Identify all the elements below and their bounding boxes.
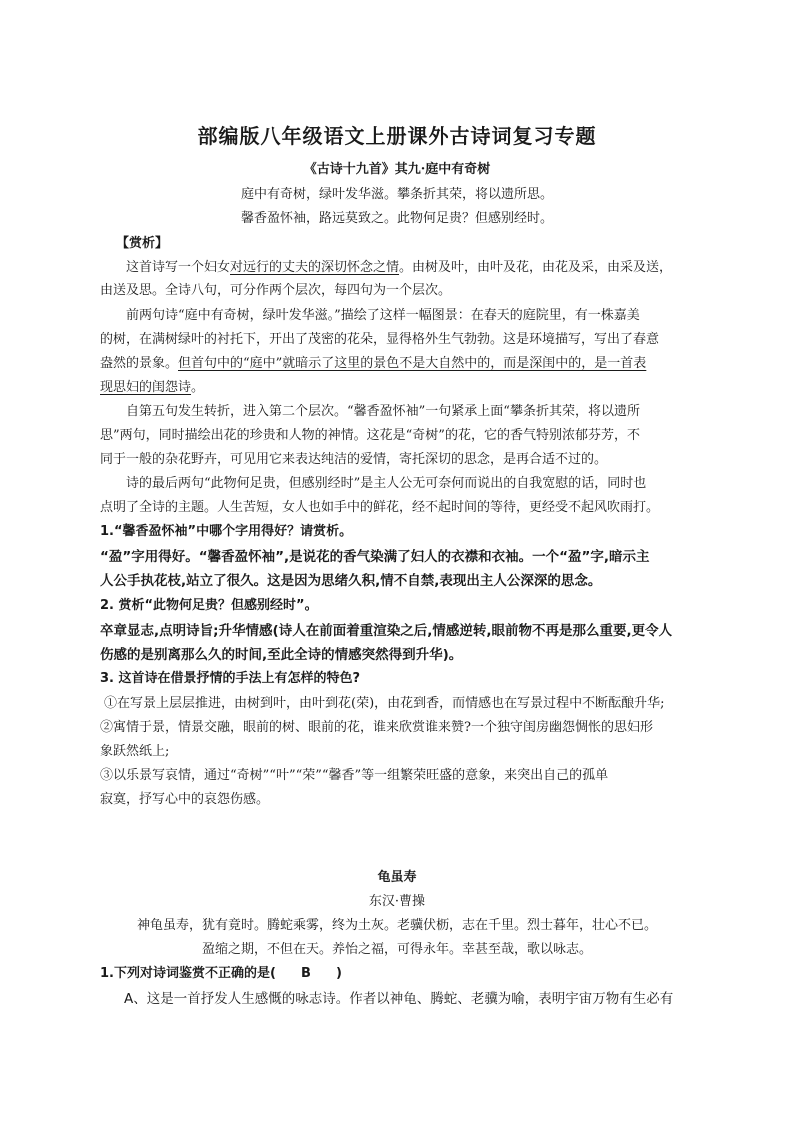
appreciation-p1-line1 — [126, 256, 672, 275]
answer-2-line1: 卒章显志,点明诗旨;升华情感(诗人在前面着重渲染之后,情感逆转,眼前物不再是那么重要,更令人 — [100, 623, 673, 639]
question-4-text: 1.下列对诗词鉴赏不正确的是( — [100, 966, 276, 981]
answer-3-item3-line1: ③以乐景写哀情，通过“奇树”“叶”“荣”“馨香”等一组繁荣旺盛的意象，来突出自己的孤单 — [100, 768, 609, 783]
question-4 — [100, 962, 342, 981]
poem2-line-2: 盈缩之期，不但在天。养怡之福，可得永年。幸甚至哉，歌以咏志。 — [201, 942, 592, 957]
poem2-heading: 龟虽寿 — [377, 870, 417, 885]
appreciation-underlined-text: 对远行的丈夫的深切怀念之情 — [230, 260, 400, 275]
appreciation-text: 这首诗写一个妇女 — [126, 260, 231, 275]
answer-2-line2: 伤感的是别离那么久的时间,至此全诗的情感突然得到升华)。 — [100, 647, 463, 663]
question-1: 1.“馨香盈怀袖”中哪个字用得好？请赏析。 — [100, 524, 353, 539]
page-title: 部编版八年级语文上册课外古诗词复习专题 — [197, 124, 597, 148]
question-2: 2. 赏析“此物何足贵？但感别经时”。 — [100, 598, 318, 613]
appreciation-p4-line1: 诗的最后两句“此物何足贵，但感别经时”是主人公无可奈何而说出的自我宽慰的话，同时也 — [126, 476, 647, 491]
question-4-answer: B — [300, 966, 311, 981]
answer-3-item3-line2: 寂寞，抒写心中的哀怨伤感。 — [100, 792, 270, 807]
appreciation-p4-line2: 点明了全诗的主题。人生苦短，女人也如手中的鲜花，经不起时间的等待，更经受不起风吹雨打。 — [100, 500, 660, 515]
appreciation-p1-line2: 由送及思。全诗八句，可分作两个层次，每四句为一个层次。 — [100, 283, 452, 298]
appreciation-text: 。 — [191, 380, 205, 395]
appreciation-label: 【赏析】 — [116, 236, 169, 251]
poem1-line-2: 馨香盈怀袖，路远莫致之。此物何足贵？但感别经时。 — [240, 211, 553, 226]
appreciation-text: 。由树及叶，由叶及花，由花及采，由采及送， — [399, 260, 673, 275]
appreciation-p2-line2: 的树，在满树绿叶的衬托下，开出了茂密的花朵，显得格外生气勃勃。这是环境描写，写出了春意 — [100, 332, 660, 347]
answer-3-item2-line1: ②寓情于景，情景交融，眼前的树、眼前的花，谁来欣赏谁来赞?一个独守闺房幽怨惆怅的思妇形 — [100, 720, 653, 735]
question-3: 3. 这首诗在借景抒情的手法上有怎样的特色? — [100, 671, 361, 686]
appreciation-p3-line3: 同于一般的杂花野卉，可见用它来表达纯洁的爱情，寄托深切的思念，是再合适不过的。 — [100, 452, 608, 467]
answer-1-line2: 人公手执花枝,站立了很久。这是因为思绪久积,情不自禁,表现出主人公深深的思念。 — [100, 573, 602, 589]
appreciation-underlined-text: 现思妇的闺怨诗 — [100, 380, 192, 395]
poem1-line-1: 庭中有奇树，绿叶发华滋。攀条折其荣，将以遗所思。 — [240, 187, 553, 202]
appreciation-p2-line4 — [100, 376, 204, 395]
appreciation-text: 盎然的景象。 — [100, 356, 179, 371]
poem2-line-1: 神龟虽寿，犹有竟时。腾蛇乘雾，终为土灰。老骥伏枥，志在千里。烈士暮年，壮心不已。 — [136, 918, 657, 933]
poem2-author: 东汉·曹操 — [368, 894, 426, 909]
appreciation-p3-line2: 思”两句，同时描绘出花的珍贵和人物的神情。这花是“奇树”的花，它的香气特别浓郁芬芳，不 — [100, 428, 640, 443]
question-4-option-a: A、这是一首抒发人生感慨的咏志诗。作者以神龟、腾蛇、老骥为喻，表明宇宙万物有生必有 — [124, 991, 674, 1007]
appreciation-underlined-text: 但首句中的“庭中”就暗示了这里的景色不是大自然中的，而是深闺中的，是一首表 — [178, 356, 647, 371]
answer-1-line1: “盈”字用得好。“馨香盈怀袖”,是说花的香气染满了妇人的衣襟和衣袖。一个“盈”字,暗示主 — [100, 549, 650, 565]
appreciation-p2-line3 — [100, 352, 646, 371]
poem1-heading: 《古诗十九首》其九·庭中有奇树 — [303, 162, 491, 177]
question-4-text-end: ) — [335, 966, 342, 981]
appreciation-p3-line1: 自第五句发生转折，进入第二个层次。“馨香盈怀袖”一句紧承上面“攀条折其荣，将以遗所 — [126, 404, 640, 419]
answer-3-item1: ①在写景上层层推进，由树到叶，由叶到花(荣)，由花到香，而情感也在写景过程中不断酝酿升华; — [104, 696, 665, 711]
appreciation-p2-line1: 前两句诗“庭中有奇树，绿叶发华滋。”描绘了这样一幅图景：在春天的庭院里，有一株嘉美 — [126, 308, 640, 323]
answer-3-item2-line2: 象跃然纸上; — [100, 744, 170, 759]
